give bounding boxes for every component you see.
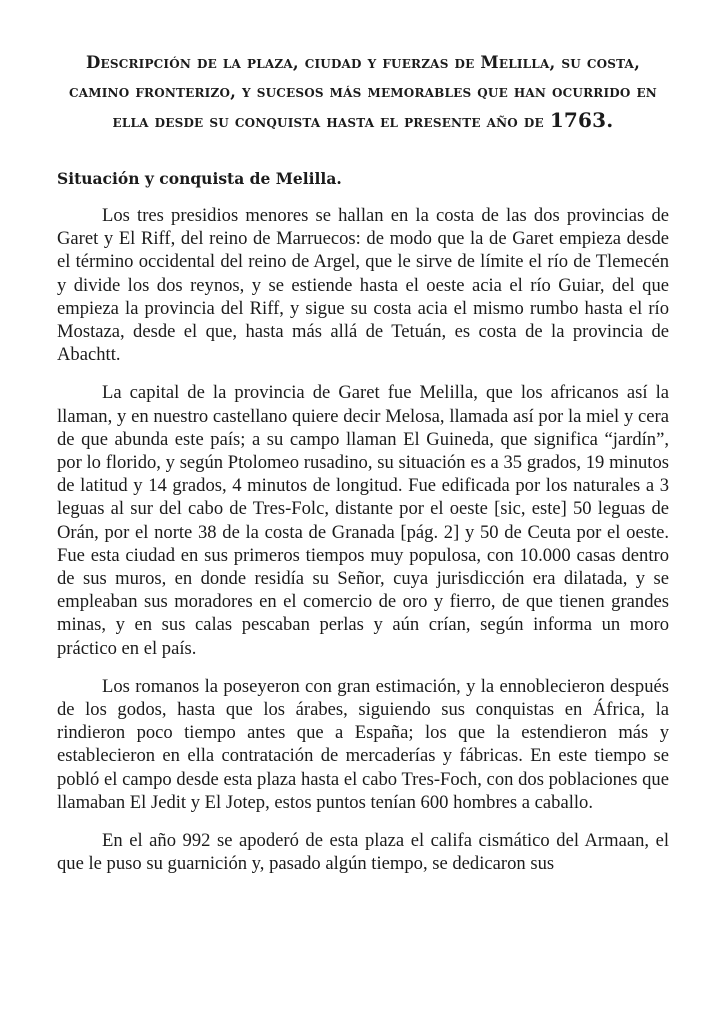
paragraph-4: En el año 992 se apoderó de esta plaza el califa cismático del Armaan, el que le puso su guarnición y, pasado algún tiempo, se dedicaron sus (57, 830, 669, 875)
title-text: Descripción de la plaza, ciudad y fuerzas de Melilla, su costa, camino fronterizo, y sucesos más memorables que han ocurrido en ella desde su conquista hasta el presente año de (69, 53, 657, 131)
section-heading: Situación y conquista de Melilla. (57, 169, 342, 188)
paragraph-1: Los tres presidios menores se hallan en la costa de las dos provincias de Garet y El Riff, del reino de Marruecos: de modo que la de Garet empieza desde el término occidental del reino de Argel, que le sirve de límite el río de Tlemecén y divide los dos reynos, y se estiende hasta el oeste acia el río Guiar, del que empieza la provincia del Riff, y sigue su costa acia el mismo rumbo hasta el río Mostaza, desde el que, hasta más allá de Tetuán, es costa de la provincia de Abachtt. (57, 205, 669, 366)
document-page (57, 48, 669, 890)
document-title (57, 48, 669, 136)
title-year: 1763. (549, 108, 614, 132)
paragraph-3: Los romanos la poseyeron con gran estimación, y la ennoblecieron después de los godos, hasta que los árabes, siguiendo sus conquistas en África, la rindieron poco tiempo antes que a España; los que la estendieron más y establecieron en ella contratación de mercaderías y fábricas. En este tiempo se pobló el campo desde esta plaza hasta el cabo Tres-Foch, con dos poblaciones que llamaban El Jedit y El Jotep, estos puntos tenían 600 hombres a caballo. (57, 675, 669, 813)
paragraph-2: La capital de la provincia de Garet fue Melilla, que los africanos así la llaman, y en nuestro castellano quiere decir Melosa, llamada así por la miel y cera de que abunda este país; a su campo llaman El Guineda, que significa “jardín”, por lo florido, y según Ptolomeo rusadino, su situación es a 35 grados, 19 minutos de latitud y 14 grados, 4 minutos de longitud. Fue edificada por los naturales a 3 leguas al sur del cabo de Tres-Folc, distante por el oeste [sic, este] 50 leguas de Orán, por el norte 38 de la costa de Granada [pág. 2] y 50 de Ceuta por el oeste. Fue esta ciudad en sus primeros tiempos muy populosa, con 10.000 casas dentro de sus muros, en donde residía su Señor, cuya jurisdicción era dilatada, y se empleaban sus moradores en el comercio de oro y fierro, de que tienen grandes minas, y en sus calas pescaban perlas y aún crían, según informa un moro práctico en el país. (57, 382, 669, 659)
